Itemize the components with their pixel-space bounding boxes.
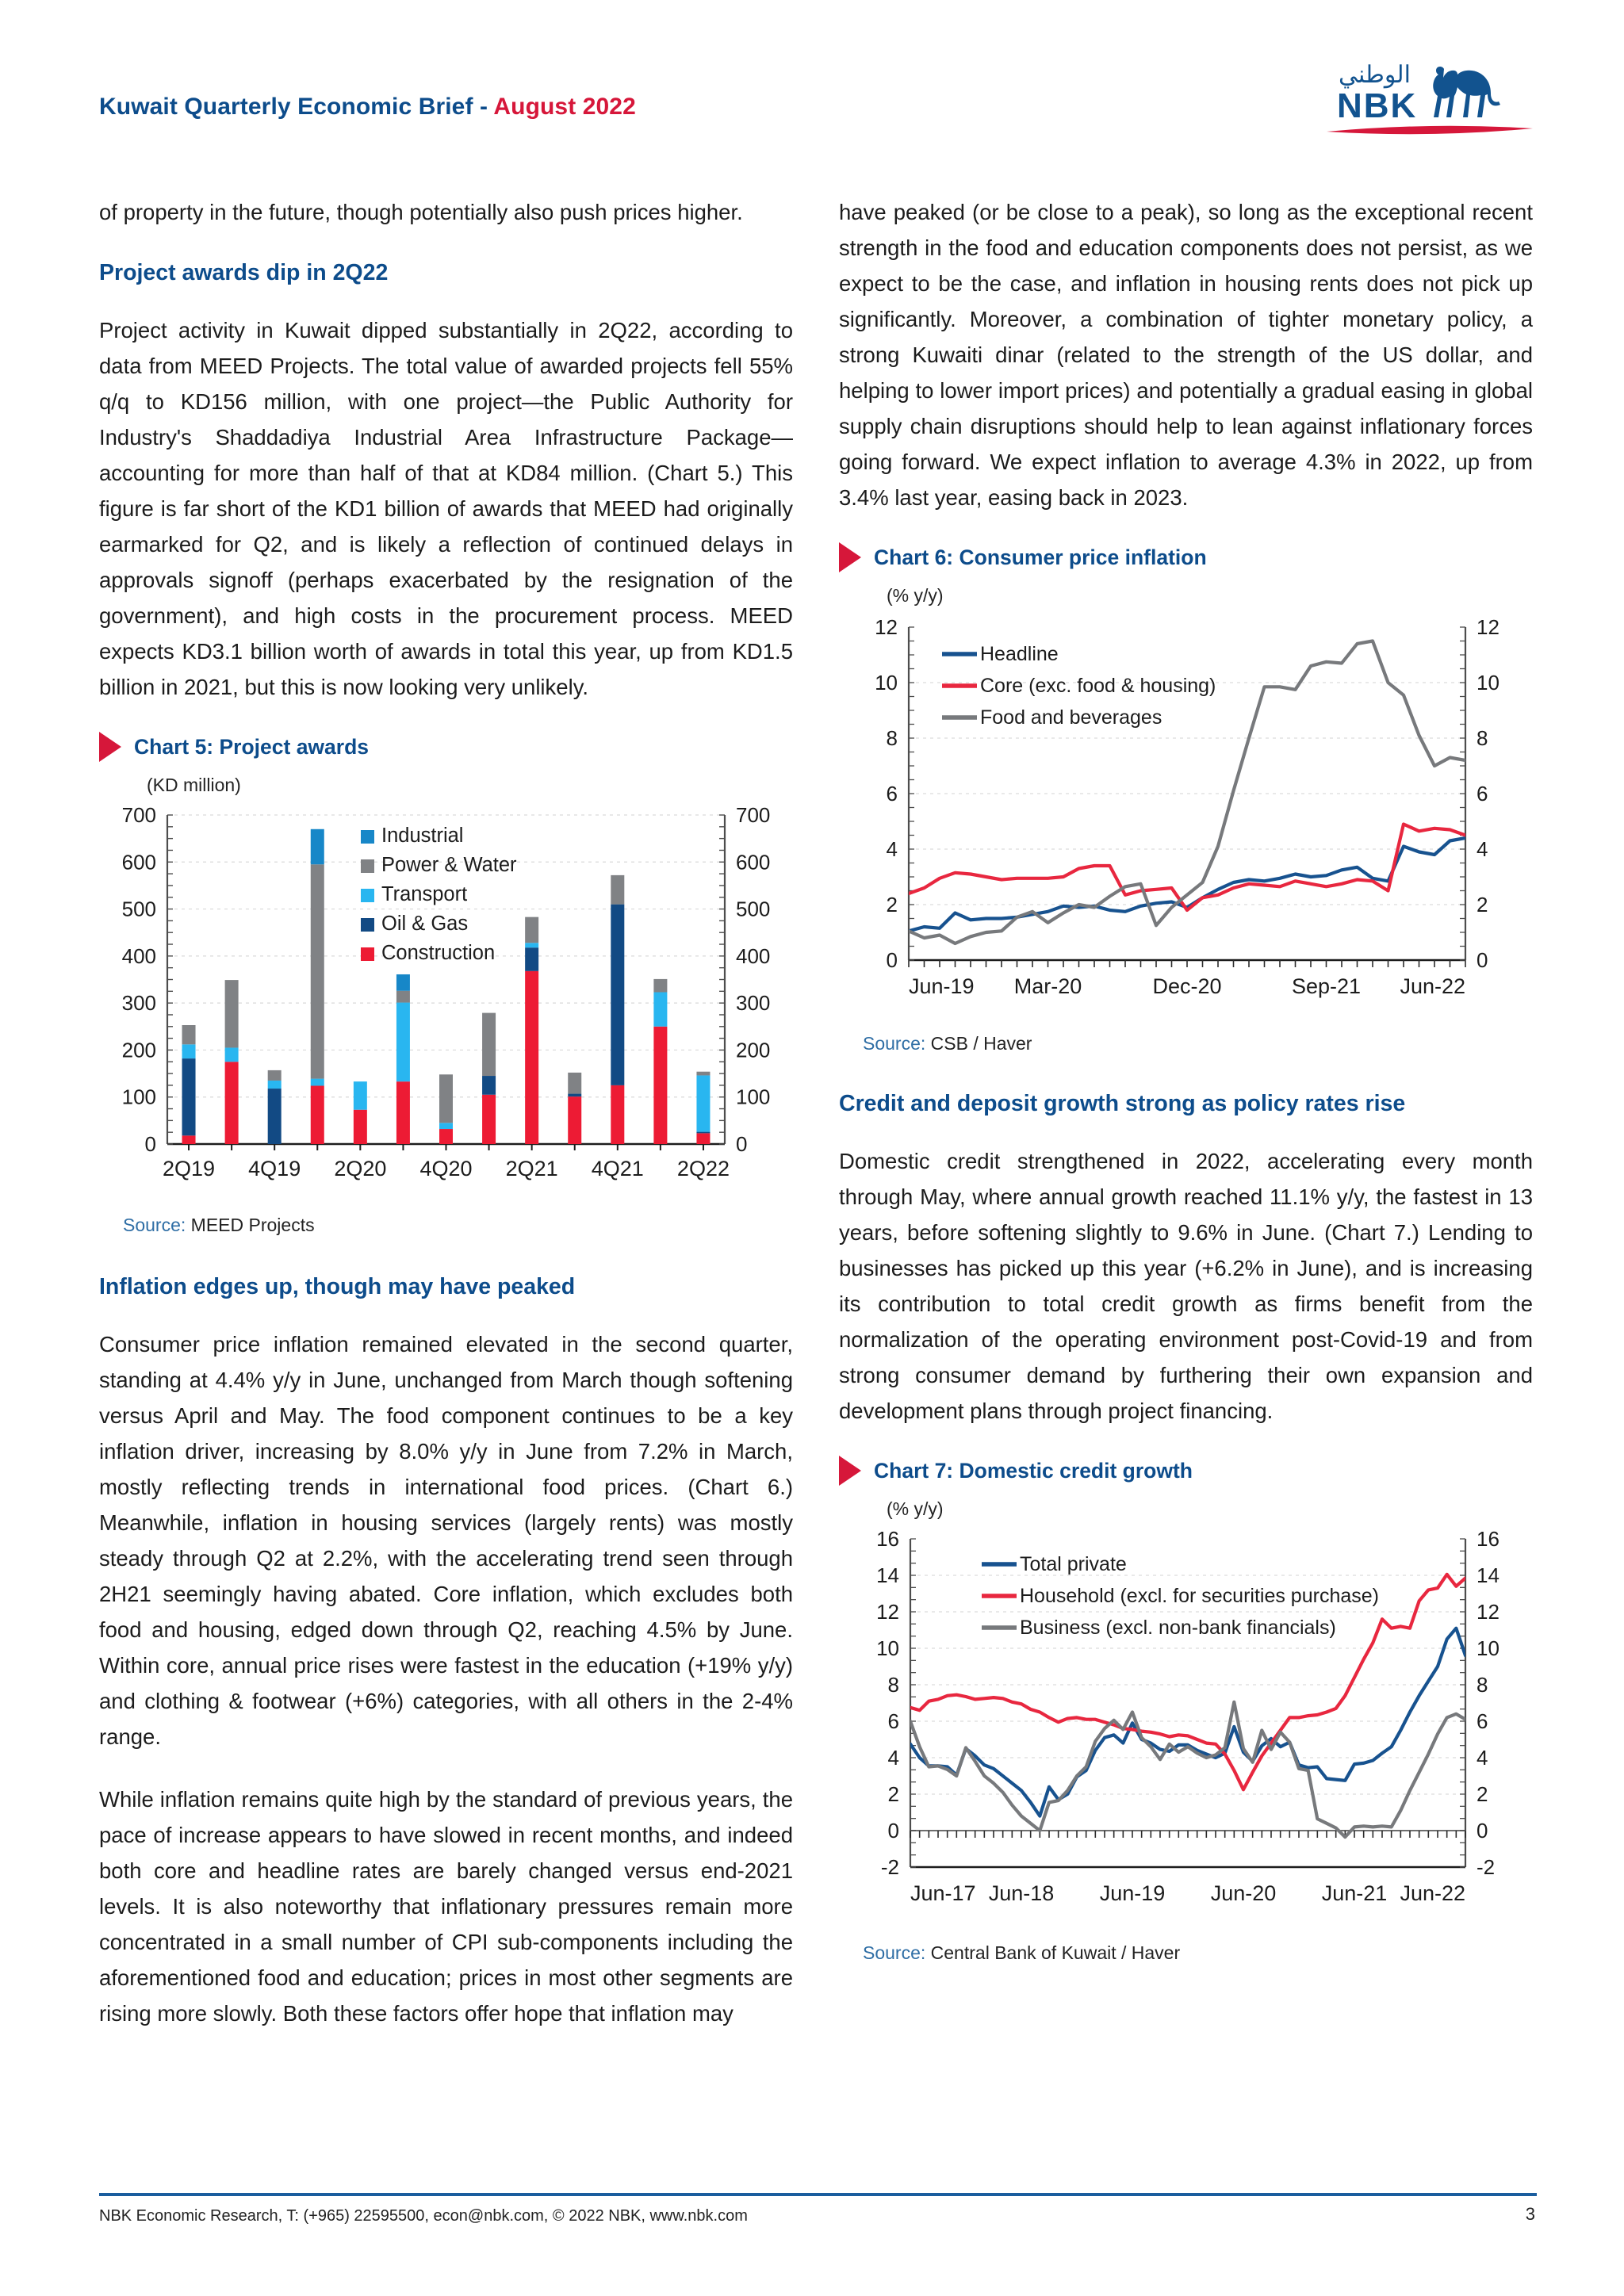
bar-segment-construction — [611, 1085, 624, 1144]
legend-label-construction: Construction — [381, 942, 496, 964]
svg-text:Sep-21: Sep-21 — [1291, 974, 1362, 998]
bar-segment-construction — [396, 1081, 410, 1144]
svg-text:300: 300 — [121, 991, 156, 1016]
bar-segment-transport — [653, 993, 667, 1027]
chart7-source-label: Source: — [863, 1942, 926, 1963]
svg-text:4: 4 — [1477, 837, 1488, 861]
bar-segment-transport — [311, 1079, 324, 1086]
bar-segment-oil-gas — [568, 1094, 581, 1097]
svg-text:Jun-17: Jun-17 — [910, 1881, 976, 1905]
svg-text:0: 0 — [736, 1132, 748, 1156]
bar-segment-construction — [354, 1110, 367, 1144]
svg-text:0: 0 — [887, 1819, 899, 1843]
bar-segment-construction — [568, 1096, 581, 1144]
legend-label-transport: Transport — [381, 883, 468, 905]
svg-text:700: 700 — [121, 803, 156, 827]
bar-segment-transport — [439, 1123, 453, 1129]
logo-nbk-text: NBK — [1337, 86, 1418, 125]
svg-text:6: 6 — [1477, 1709, 1488, 1733]
svg-text:Mar-20: Mar-20 — [1013, 974, 1082, 998]
svg-text:10: 10 — [1477, 1636, 1500, 1660]
svg-text:10: 10 — [876, 1636, 899, 1660]
svg-text:4Q19: 4Q19 — [248, 1157, 301, 1181]
bar-segment-transport — [225, 1047, 239, 1062]
chart6-source-label: Source: — [863, 1033, 926, 1054]
bar-segment-construction — [225, 1062, 239, 1144]
chart6-block — [839, 542, 1533, 1054]
line-series-core-exc-food-housing- — [909, 825, 1465, 911]
page-footer — [99, 2193, 1537, 2248]
footer-divider — [99, 2193, 1537, 2196]
chart6-unit-label: (% y/y) — [887, 585, 944, 606]
svg-text:0: 0 — [886, 948, 898, 972]
svg-text:200: 200 — [736, 1038, 771, 1062]
chart7-title: Chart 7: Domestic credit growth — [874, 1458, 1193, 1483]
svg-text:4: 4 — [1477, 1746, 1488, 1770]
svg-text:8: 8 — [1477, 726, 1488, 750]
bar-segment-power-water — [225, 980, 239, 1047]
bar-segment-power-water — [268, 1070, 282, 1081]
legend-swatch-oil-gas — [361, 918, 374, 932]
page-title — [99, 94, 636, 121]
logo-swoosh — [1327, 126, 1533, 134]
bar-segment-power-water — [439, 1074, 453, 1123]
bar-segment-power-water — [311, 864, 324, 1078]
chart7-source — [863, 1942, 1533, 1964]
bar-segment-construction — [696, 1133, 710, 1144]
svg-text:6: 6 — [1477, 782, 1488, 806]
svg-text:16: 16 — [876, 1527, 899, 1551]
svg-text:Jun-22: Jun-22 — [1400, 974, 1465, 998]
svg-text:600: 600 — [736, 850, 771, 874]
chart7-source-value: Central Bank of Kuwait / Haver — [930, 1942, 1181, 1963]
paragraph-continued: of property in the future, though potentially also push prices higher. — [99, 200, 743, 224]
nbk-logo-svg — [1323, 49, 1537, 136]
svg-text:14: 14 — [1477, 1563, 1500, 1587]
bar-segment-oil-gas — [482, 1076, 496, 1095]
chart7-block — [839, 1456, 1533, 1964]
svg-text:Jun-19: Jun-19 — [909, 974, 975, 998]
svg-text:2: 2 — [886, 893, 898, 916]
svg-text:Jun-21: Jun-21 — [1321, 1881, 1388, 1905]
svg-text:Jun-22: Jun-22 — [1400, 1881, 1465, 1905]
bar-segment-power-water — [182, 1025, 196, 1044]
svg-text:600: 600 — [121, 850, 156, 874]
bar-segment-power-water — [396, 991, 410, 1003]
svg-text:400: 400 — [736, 943, 771, 968]
line-series-headline — [909, 838, 1465, 931]
svg-text:2Q22: 2Q22 — [676, 1157, 730, 1181]
bar-segment-power-water — [653, 979, 667, 993]
line-series-total-private — [910, 1628, 1465, 1816]
svg-text:700: 700 — [736, 803, 771, 827]
chart7-unit-label: (% y/y) — [887, 1498, 944, 1519]
bar-segment-oil-gas — [611, 905, 624, 1085]
chart6-title: Chart 6: Consumer price inflation — [874, 545, 1207, 569]
legend-label-core-exc-food-housing-: Core (exc. food & housing) — [980, 675, 1216, 697]
legend-label-headline: Headline — [980, 643, 1059, 665]
svg-text:12: 12 — [876, 1600, 899, 1624]
chart6-source — [863, 1033, 1533, 1054]
chart5-unit-label: (KD million) — [147, 775, 241, 795]
svg-text:8: 8 — [1477, 1673, 1488, 1697]
paragraph-peak: have peaked (or be close to a peak), so long as the exceptional recent strength in the food and education components does not persist, as we expect to be the case, and inflation in housing rents does not pick up significantly. Moreover, a combination of tighter monetary policy, a strong Kuwaiti dinar (related to the strength of the US dollar, and helping to lower import prices) and potentially a gradual easing in global supply chain disruptions should help to lean against inflationary forces going forward. We expect inflation to average 4.3% in 2022, up from 3.4% last year, easing back in 2023. — [839, 200, 1533, 510]
svg-text:500: 500 — [121, 897, 156, 921]
svg-text:-2: -2 — [880, 1855, 899, 1879]
right-column — [839, 194, 1533, 1964]
header-title-date: August 2022 — [493, 94, 636, 120]
svg-text:12: 12 — [1477, 1600, 1500, 1624]
svg-text:Dec-20: Dec-20 — [1152, 974, 1222, 998]
heading-credit: Credit and deposit growth strong as policy rates rise — [839, 1091, 1406, 1116]
heading-project-awards: Project awards dip in 2Q22 — [99, 260, 389, 285]
bar-segment-oil-gas — [268, 1089, 282, 1144]
chart5-source-label: Source: — [123, 1215, 186, 1235]
svg-text:500: 500 — [736, 897, 771, 921]
legend-label-oil-gas: Oil & Gas — [381, 913, 469, 935]
page-header — [99, 62, 1537, 147]
bar-segment-power-water — [611, 875, 624, 905]
legend-swatch-power-water — [361, 859, 374, 873]
svg-text:4Q20: 4Q20 — [419, 1157, 473, 1181]
legend-swatch-construction — [361, 947, 374, 961]
bar-segment-industrial — [311, 829, 324, 864]
svg-text:14: 14 — [876, 1563, 899, 1587]
svg-text:12: 12 — [875, 615, 898, 639]
svg-text:0: 0 — [1477, 948, 1488, 972]
legend-label-industrial: Industrial — [381, 825, 464, 847]
logo-arabic-text: الوطني — [1339, 62, 1411, 88]
footer-text: NBK Economic Research, T: (+965) 22595500, econ@nbk.com, © 2022 NBK, www.nbk.com — [99, 2207, 748, 2225]
svg-text:200: 200 — [121, 1038, 156, 1062]
chart5-title: Chart 5: Project awards — [134, 734, 370, 759]
bar-segment-transport — [182, 1044, 196, 1058]
bar-segment-oil-gas — [696, 1132, 710, 1134]
bar-segment-transport — [696, 1075, 710, 1131]
bar-segment-oil-gas — [182, 1058, 196, 1135]
svg-text:Jun-19: Jun-19 — [1099, 1881, 1166, 1905]
bar-segment-power-water — [525, 917, 538, 943]
svg-text:4Q21: 4Q21 — [591, 1157, 644, 1181]
chart6-plot — [839, 608, 1533, 1028]
svg-text:8: 8 — [887, 1673, 899, 1697]
legend-label-business-excl-non-bank-financials-: Business (excl. non-bank financials) — [1020, 1617, 1336, 1639]
svg-text:100: 100 — [736, 1085, 771, 1109]
paragraph-inflation-2: While inflation remains quite high by the standard of previous years, the pace of increase appears to have slowed in recent months, and indeed both core and headline rates are barely changed versus end-2021 levels. It is also noteworthy that inflationary pressures remain more concentrated in a small number of CPI sub-components including the aforementioned food and education; prices in most other segments are rising more slowly. Both these factors offer hope that inflation may — [99, 1787, 793, 2026]
bar-segment-transport — [396, 1003, 410, 1082]
svg-text:10: 10 — [875, 671, 898, 695]
svg-text:Jun-18: Jun-18 — [988, 1881, 1055, 1905]
footer-page-number: 3 — [1525, 2204, 1535, 2224]
svg-text:10: 10 — [1477, 671, 1500, 695]
svg-text:2: 2 — [887, 1782, 899, 1806]
svg-text:2Q21: 2Q21 — [505, 1157, 558, 1181]
bar-segment-construction — [439, 1129, 453, 1144]
bar-segment-power-water — [482, 1013, 496, 1076]
svg-text:300: 300 — [736, 991, 771, 1016]
bar-segment-construction — [525, 971, 538, 1144]
bar-segment-power-water — [568, 1073, 581, 1094]
chart5-block — [99, 732, 793, 1236]
bar-segment-transport — [525, 943, 538, 947]
chart5-source — [123, 1215, 793, 1236]
header-title-main: Kuwait Quarterly Economic Brief - — [99, 94, 494, 120]
svg-text:4: 4 — [886, 837, 898, 861]
svg-text:6: 6 — [887, 1709, 899, 1733]
svg-text:16: 16 — [1477, 1527, 1500, 1551]
legend-label-food-and-beverages: Food and beverages — [980, 706, 1162, 729]
svg-text:6: 6 — [886, 782, 898, 806]
svg-text:2Q19: 2Q19 — [163, 1157, 216, 1181]
svg-text:12: 12 — [1477, 615, 1500, 639]
chart5-header — [99, 732, 793, 762]
triangle-bullet-icon — [99, 732, 121, 762]
bar-segment-industrial — [396, 974, 410, 991]
bar-segment-construction — [482, 1095, 496, 1144]
legend-label-total-private: Total private — [1020, 1553, 1127, 1575]
legend-label-power-water: Power & Water — [381, 854, 517, 876]
chart6-source-value: CSB / Haver — [930, 1033, 1032, 1054]
svg-text:2: 2 — [1477, 893, 1488, 916]
chart7-header — [839, 1456, 1533, 1486]
legend-swatch-transport — [361, 889, 374, 902]
chart5-source-value: MEED Projects — [190, 1215, 315, 1235]
svg-text:Jun-20: Jun-20 — [1210, 1881, 1277, 1905]
bar-segment-transport — [354, 1081, 367, 1110]
left-column — [99, 194, 793, 2031]
paragraph-project-awards: Project activity in Kuwait dipped substantially in 2Q22, according to data from MEED Projects. The total value of awarded projects fell 55% q/q to KD156 million, with one project—the Public Authority for Industry's Shaddadiya Industrial Area Infrastructure Package—accounting for more than half of that at KD84 million. (Chart 5.) This figure is far short of the KD1 billion of awards that MEED had originally earmarked for Q2, and is likely a reflection of continued delays in approvals signoff (perhaps exacerbated by the resignation of the government), and high costs in the procurement process. MEED expects KD3.1 billion worth of awards in total this year, up from KD1.5 billion in 2021, but this is now looking very unlikely. — [99, 318, 793, 699]
bar-segment-construction — [311, 1085, 324, 1144]
svg-text:-2: -2 — [1477, 1855, 1496, 1879]
chart6-header — [839, 542, 1533, 572]
svg-text:2Q20: 2Q20 — [334, 1157, 387, 1181]
heading-inflation: Inflation edges up, though may have peaked — [99, 1274, 576, 1299]
svg-text:0: 0 — [144, 1132, 156, 1156]
svg-text:400: 400 — [121, 943, 156, 968]
paragraph-credit: Domestic credit strengthened in 2022, accelerating every month through May, where annual growth reached 11.1% y/y, the fastest in 13 years, before softening slightly to 9.6% in June. (Chart 7.) Lending to businesses has picked up this year (+6.2% in June), and is increasing its contribution to total credit growth as firms benefit from the normalization of the operating environment post-Covid-19 and from strong consumer demand by furthering their own expansion and development plans through project financing. — [839, 1149, 1533, 1423]
svg-text:4: 4 — [887, 1746, 899, 1770]
bar-segment-transport — [268, 1081, 282, 1089]
legend-swatch-industrial — [361, 830, 374, 844]
triangle-bullet-icon — [839, 1456, 861, 1486]
svg-text:8: 8 — [886, 726, 898, 750]
legend-label-household-excl-for-securities-purchase-: Household (excl. for securities purchase) — [1020, 1585, 1379, 1607]
svg-text:100: 100 — [121, 1085, 156, 1109]
nbk-logo — [1323, 49, 1537, 136]
bar-segment-oil-gas — [525, 947, 538, 971]
svg-text:2: 2 — [1477, 1782, 1488, 1806]
paragraph-inflation-1: Consumer price inflation remained elevated in the second quarter, standing at 4.4% y/y in June, unchanged from March though softening versus April and May. The food component continues to be a key inflation driver, increasing by 8.0% y/y in June from 7.2% in March, mostly reflecting trends in international food prices. (Chart 6.) Meanwhile, inflation in housing services (largely rents) was mostly steady through Q2 at 2.2%, with the accelerating trend seen through 2H21 seemingly having abated. Core inflation, which excludes both food and housing, edged down through Q2, reaching 4.5% by June. Within core, annual price rises were fastest in the education (+19% y/y) and clothing & footwear (+6%) categories, with all others in the 2-4% range. — [99, 1332, 793, 1749]
bar-segment-construction — [182, 1135, 196, 1144]
svg-text:0: 0 — [1477, 1819, 1488, 1843]
bar-segment-construction — [653, 1027, 667, 1144]
chart5-plot — [99, 798, 793, 1210]
chart7-plot — [839, 1521, 1533, 1938]
camel-icon — [1433, 67, 1500, 117]
triangle-bullet-icon — [839, 542, 861, 572]
bar-segment-power-water — [696, 1072, 710, 1076]
